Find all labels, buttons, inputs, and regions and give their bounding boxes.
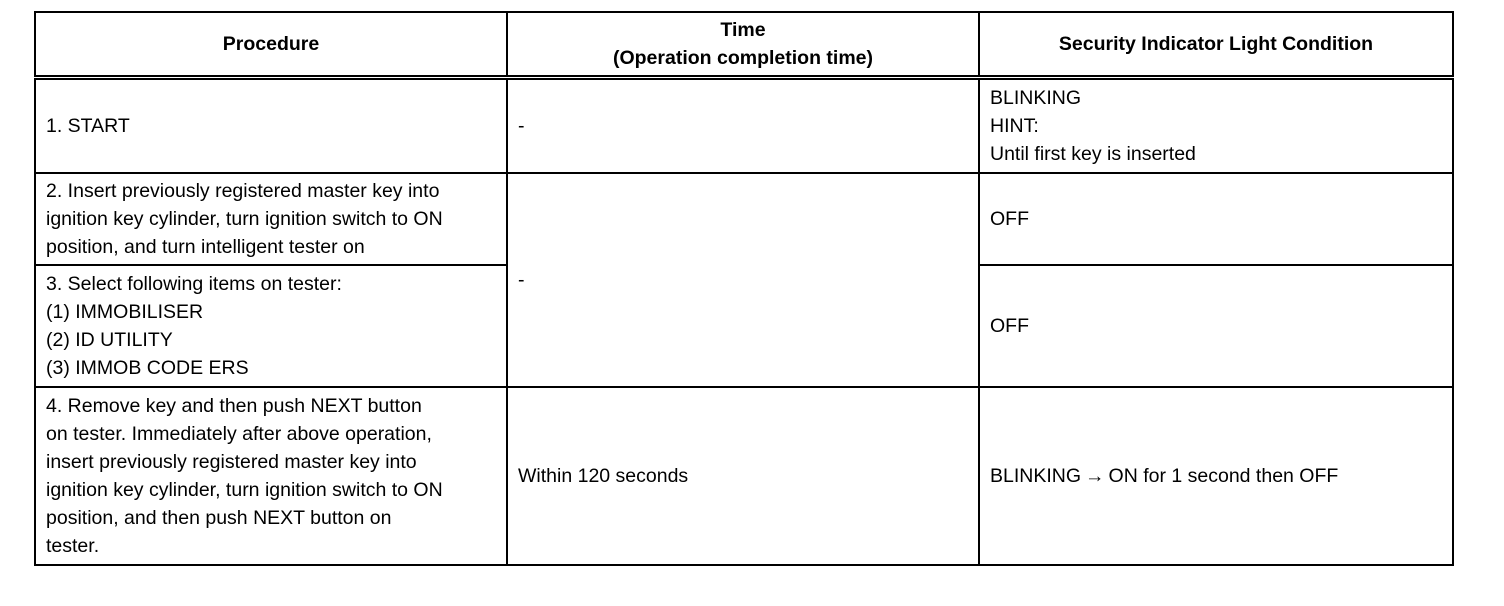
hint-label: HINT:	[990, 115, 1039, 137]
procedure-text: ignition key cylinder, turn ignition switch to ON	[46, 479, 443, 501]
procedure-cell	[35, 265, 507, 387]
time-cell: -	[507, 78, 979, 174]
header-light-condition: Security Indicator Light Condition	[979, 12, 1453, 78]
procedure-table	[34, 11, 1454, 566]
light-cell	[979, 265, 1453, 387]
header-time-line2: (Operation completion time)	[612, 47, 873, 69]
header-time-line1: Time	[720, 19, 766, 41]
table-row	[35, 173, 1453, 265]
procedure-text: position, and turn intelligent tester on	[46, 236, 365, 258]
procedure-cell	[35, 173, 507, 265]
procedure-cell	[35, 78, 507, 174]
time-cell: -	[507, 173, 979, 387]
procedure-text: ignition key cylinder, turn ignition switch to ON	[46, 208, 443, 230]
light-cell	[979, 78, 1453, 174]
header-time	[507, 12, 979, 78]
procedure-text: 4. Remove key and then push NEXT button	[46, 395, 422, 417]
procedure-text: position, and then push NEXT button on	[46, 507, 392, 529]
light-cell	[979, 387, 1453, 565]
light-text: BLINKING	[990, 87, 1082, 109]
procedure-text: insert previously registered master key into	[46, 451, 417, 473]
light-text: OFF	[990, 315, 1029, 337]
table-row	[35, 78, 1453, 174]
procedure-text: (3) IMMOB CODE ERS	[46, 357, 249, 379]
procedure-text: 1. START	[46, 115, 130, 137]
procedure-text: (2) ID UTILITY	[46, 329, 173, 351]
light-after-text: ON for 1 second then OFF	[1108, 465, 1339, 487]
table-header-row	[35, 12, 1453, 78]
light-cell	[979, 173, 1453, 265]
procedure-text: 2. Insert previously registered master key into	[46, 180, 440, 202]
time-cell: Within 120 seconds	[507, 387, 979, 565]
procedure-text: on tester. Immediately after above operation,	[46, 423, 432, 445]
procedure-cell	[35, 387, 507, 565]
hint-text: Until first key is inserted	[990, 143, 1196, 165]
table-row	[35, 387, 1453, 565]
light-text: OFF	[990, 208, 1029, 230]
right-arrow-icon: →	[1085, 465, 1105, 487]
procedure-text: (1) IMMOBILISER	[46, 301, 204, 323]
procedure-text: 3. Select following items on tester:	[46, 273, 342, 295]
light-before-text: BLINKING	[990, 465, 1082, 487]
header-procedure: Procedure	[35, 12, 507, 78]
procedure-text: tester.	[46, 535, 100, 557]
